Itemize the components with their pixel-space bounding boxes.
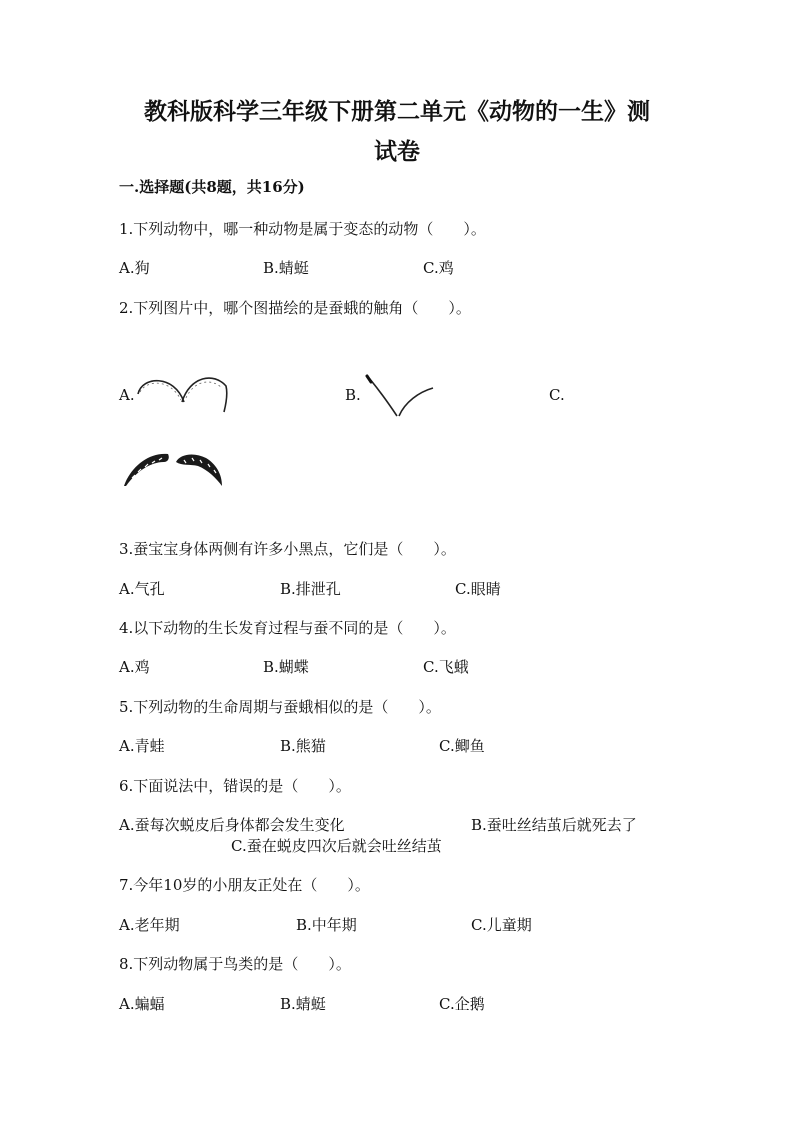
question-3-option-a: A.气孔	[119, 580, 165, 598]
question-8-option-a: A.蝙蝠	[119, 995, 165, 1013]
question-5-stem: 5.下列动物的生命周期与蚕蛾相似的是（ ）。	[119, 698, 441, 716]
question-6-option-c: C.蚕在蜕皮四次后就会吐丝结茧	[231, 837, 442, 855]
question-5-option-a: A.青蛙	[119, 737, 165, 755]
question-2-option-a: A.	[119, 386, 135, 404]
thin-antennae-illustration	[134, 372, 230, 416]
question-4-stem: 4.以下动物的生长发育过程与蚕不同的是（ ）。	[119, 619, 456, 637]
question-4-option-b: B.蝴蝶	[263, 658, 309, 676]
question-5-option-c: C.鲫鱼	[439, 737, 485, 755]
question-1-option-c: C.鸡	[423, 259, 454, 277]
question-1-option-a: A.狗	[119, 259, 150, 277]
question-8-stem: 8.下列动物属于鸟类的是（ ）。	[119, 955, 351, 973]
title-line-2: 试卷	[374, 138, 420, 165]
document-title	[100, 92, 694, 172]
question-7-stem: 7.今年10岁的小朋友正处在（ ）。	[119, 876, 370, 894]
question-6-option-a: A.蚕每次蜕皮后身体都会发生变化	[119, 816, 345, 834]
question-7-option-b: B.中年期	[296, 916, 357, 934]
question-3-option-b: B.排泄孔	[280, 580, 341, 598]
question-6-option-b: B.蚕吐丝结茧后就死去了	[471, 816, 637, 834]
question-7-option-a: A.老年期	[119, 916, 180, 934]
question-3-option-c: C.眼睛	[455, 580, 501, 598]
section-heading: 一.选择题(共8题，共16分)	[119, 178, 305, 196]
question-1-stem: 1.下列动物中，哪一种动物是属于变态的动物（ ）。	[119, 220, 486, 238]
question-3-stem: 3.蚕宝宝身体两侧有许多小黑点，它们是（ ）。	[119, 540, 456, 558]
feathered-antennae-illustration	[120, 448, 226, 490]
question-7-option-c: C.儿童期	[471, 916, 532, 934]
question-8-option-c: C.企鹅	[439, 995, 485, 1013]
question-5-option-b: B.熊猫	[280, 737, 326, 755]
question-4-option-c: C.飞蛾	[423, 658, 469, 676]
question-2-option-c: C.	[549, 386, 565, 404]
v-shaped-antennae-illustration	[365, 374, 437, 418]
question-6-stem: 6.下面说法中，错误的是（ ）。	[119, 777, 351, 795]
question-4-option-a: A.鸡	[119, 658, 150, 676]
title-line-1: 教科版科学三年级下册第二单元《动物的一生》测	[144, 98, 650, 125]
question-1-option-b: B.蜻蜓	[263, 259, 309, 277]
question-8-option-b: B.蜻蜓	[280, 995, 326, 1013]
question-2-stem: 2.下列图片中，哪个图描绘的是蚕蛾的触角（ ）。	[119, 299, 471, 317]
question-2-option-b: B.	[345, 386, 361, 404]
